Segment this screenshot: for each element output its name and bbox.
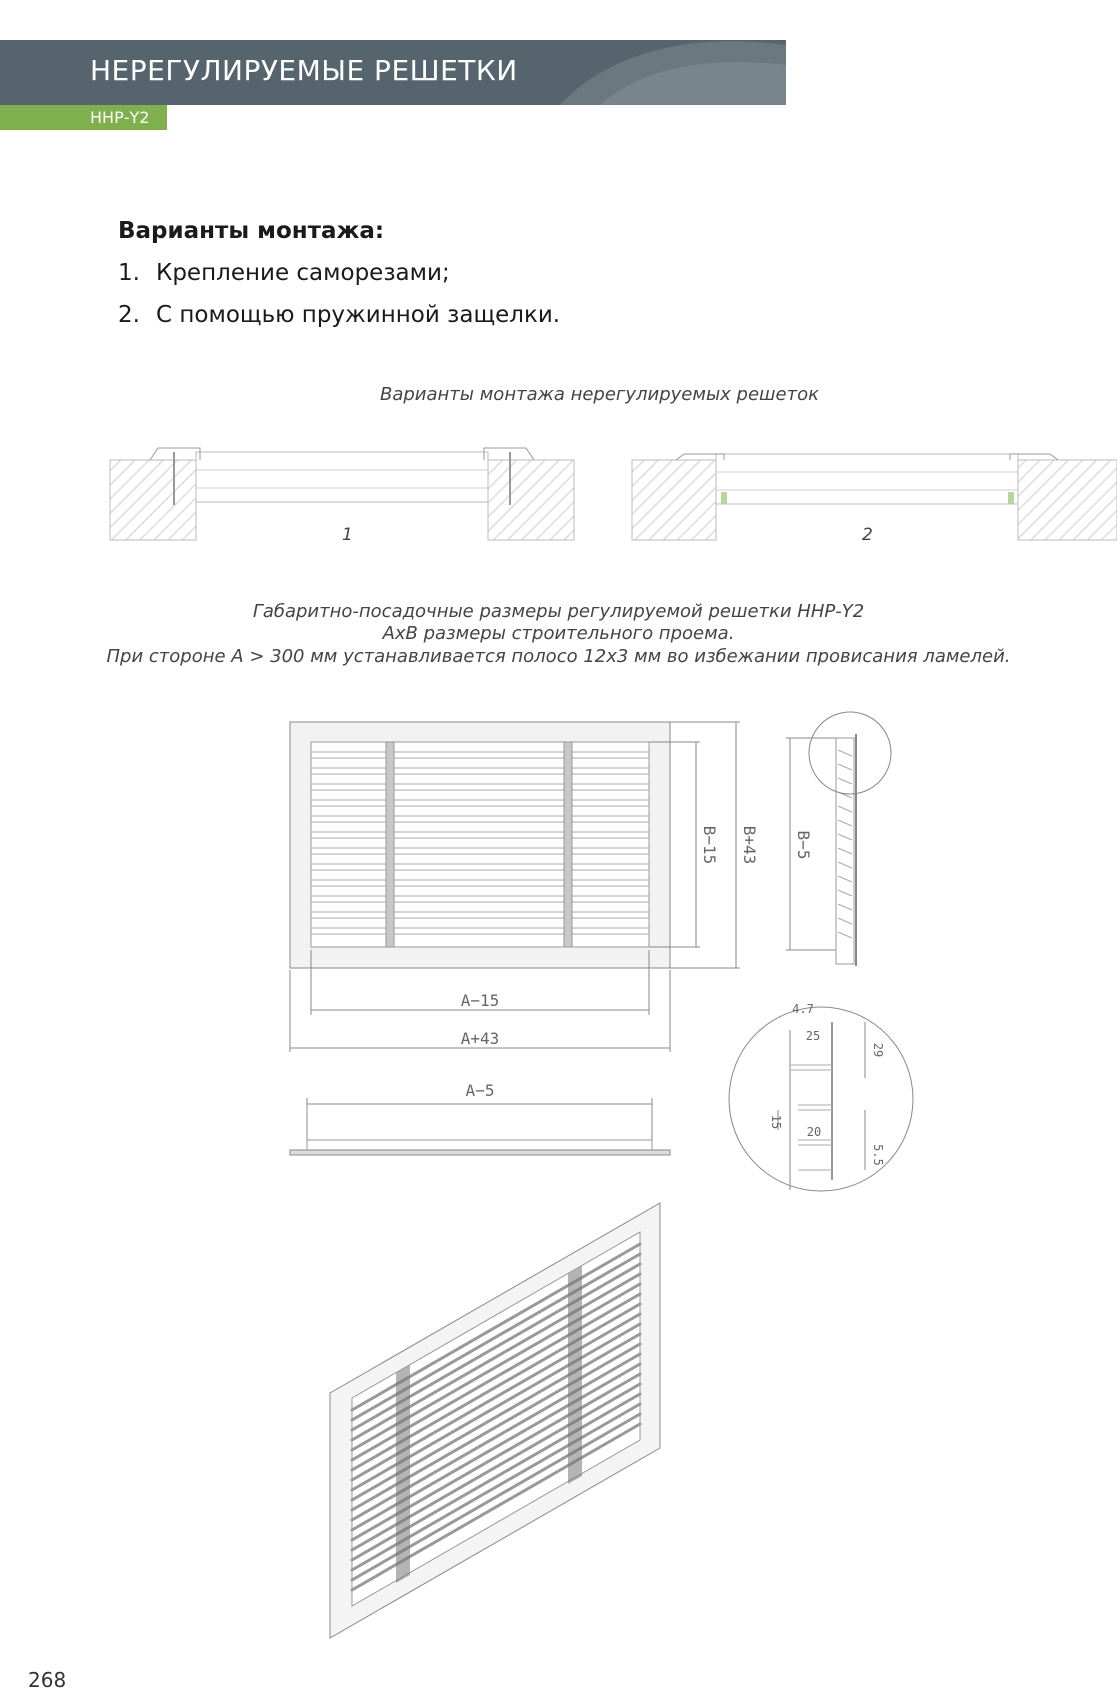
dim-b-minus-5: B−5 <box>794 830 813 860</box>
dim-a-minus-5: A−5 <box>465 1081 495 1100</box>
grille-isometric-view <box>330 1203 660 1638</box>
dim-b-plus-43: B+43 <box>740 825 759 865</box>
figure2-caption-line3: При стороне А > 300 мм устанавливается полосо 12х3 мм во избежании провисания ламелей. <box>106 646 1011 667</box>
grille-front-view <box>290 722 740 1052</box>
mounting-item-text: С помощью пружинной защелки. <box>156 302 561 328</box>
model-label: ННР-Y2 <box>90 108 150 127</box>
dim-29: 29 <box>871 1042 885 1058</box>
figure1-caption: Варианты монтажа нерегулируемых решеток <box>380 384 819 405</box>
mounting-item-number: 2. <box>118 302 140 328</box>
grille-top-view <box>290 1098 670 1155</box>
figure2-caption-line2: АхВ размеры строительного проема. <box>382 623 735 644</box>
dim-b-minus-15: B−15 <box>700 825 719 865</box>
mounting-variant-2-drawing <box>632 454 1117 540</box>
dim-a-minus-15: A−15 <box>460 991 500 1010</box>
dim-a-plus-43: A+43 <box>460 1029 500 1048</box>
mounting-item-number: 1. <box>118 260 140 286</box>
variant-2-label: 2 <box>862 525 873 545</box>
dim-5-5: 5.5 <box>871 1144 885 1166</box>
page-number: 268 <box>28 1668 67 1692</box>
dim-4-7: 4.7 <box>792 1002 814 1016</box>
mounting-heading: Варианты монтажа: <box>118 218 385 244</box>
page-title: НЕРЕГУЛИРУЕМЫЕ РЕШЕТКИ <box>90 54 518 87</box>
dim-15: 15 <box>769 1114 783 1130</box>
dim-25: 25 <box>805 1029 821 1043</box>
variant-1-label: 1 <box>342 525 353 545</box>
dim-20: 20 <box>806 1125 822 1139</box>
figure2-caption-line1: Габаритно-посадочные размеры регулируемой решетки ННР-Y2 <box>252 601 865 622</box>
mounting-item-text: Крепление саморезами; <box>156 260 450 286</box>
